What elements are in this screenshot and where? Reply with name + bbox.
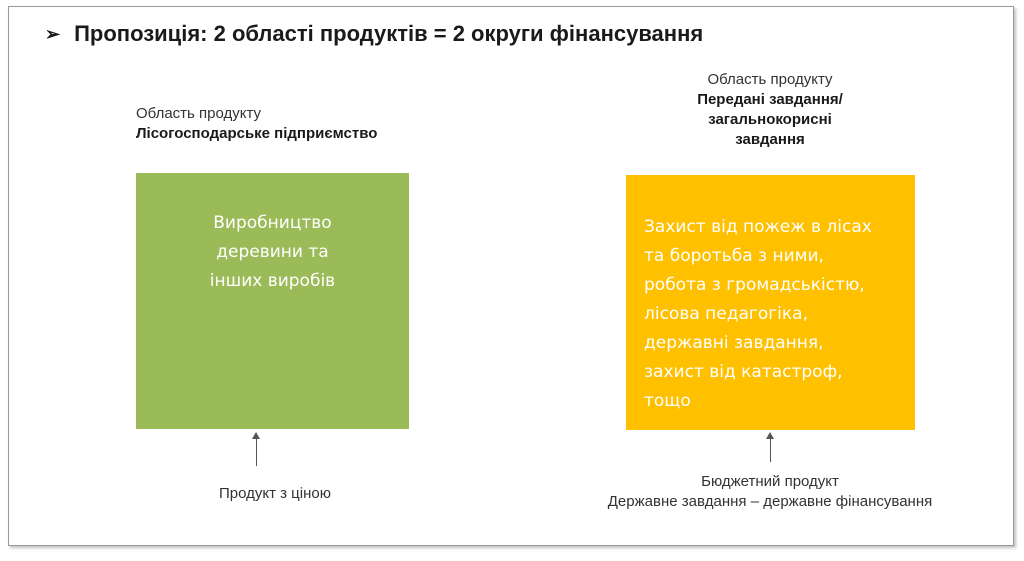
- box-line: та боротьба з ними,: [644, 246, 824, 266]
- bottom-right-line: Бюджетний продукт: [701, 473, 839, 490]
- up-arrow-icon: [770, 438, 771, 462]
- forestry-enterprise-box: [136, 173, 409, 429]
- right-caption-bold-line: Передані завдання/: [697, 91, 843, 108]
- box-line: Захист від пожеж в лісах: [644, 217, 872, 237]
- box-line: Виробництво: [213, 213, 332, 233]
- left-caption-bold: Лісогосподарське підприємство: [136, 125, 378, 142]
- right-caption-text: Область продукту: [707, 71, 833, 88]
- slide-title: [45, 21, 703, 47]
- priced-product-label: [190, 484, 360, 504]
- bottom-right-line: Державне завдання – державне фінансування: [607, 493, 933, 510]
- budget-product-label: [520, 472, 1020, 512]
- up-arrow-icon: [256, 438, 257, 466]
- left-product-caption: [136, 104, 377, 144]
- delegated-tasks-box: [626, 175, 915, 430]
- bottom-left-line: Продукт з ціною: [218, 485, 331, 502]
- box-line: тощо: [644, 391, 691, 411]
- box-line: лісова педагогіка,: [644, 304, 808, 324]
- box-line: деревини та: [216, 242, 329, 262]
- box-line: інших виробів: [209, 271, 336, 291]
- right-product-caption: [640, 70, 900, 150]
- left-caption-text: Область продукту: [136, 105, 262, 122]
- right-caption-bold-line: загальнокорисні: [708, 111, 832, 128]
- box-line: робота з громадськістю,: [644, 275, 865, 295]
- box-line: державні завдання,: [644, 333, 824, 353]
- title-text: Пропозиція: 2 області продуктів = 2 округи фінансування: [74, 21, 704, 46]
- right-caption-bold-line: завдання: [735, 131, 805, 148]
- box-line: захист від катастроф,: [644, 362, 843, 382]
- arrow-bullet-icon: ➢: [45, 24, 61, 44]
